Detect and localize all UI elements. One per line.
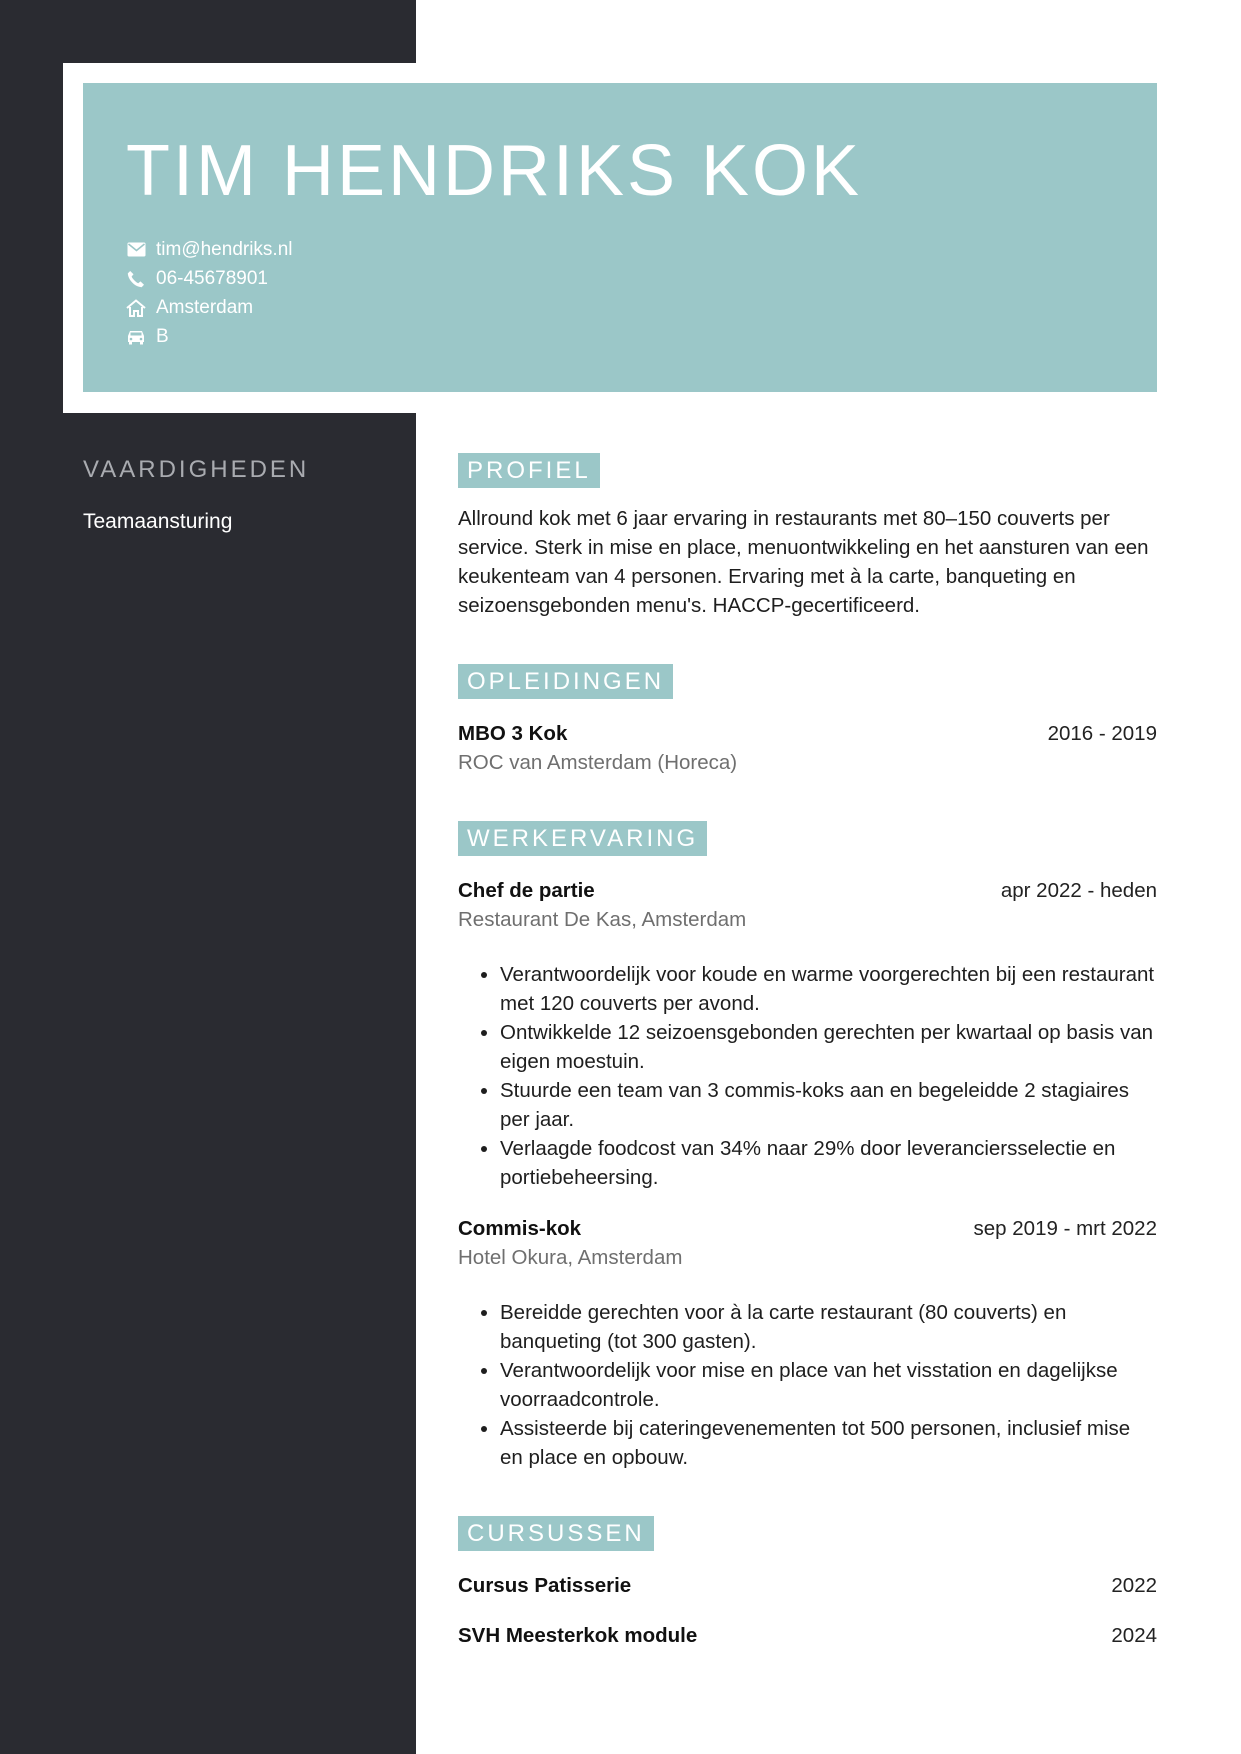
- contact-license-text: B: [156, 325, 169, 347]
- skills-title: VAARDIGHEDEN: [83, 456, 310, 483]
- contact-phone-text: 06-45678901: [156, 267, 268, 289]
- car-icon: [126, 327, 146, 347]
- profile-text: Allround kok met 6 jaar ervaring in restaurants met 80–150 couverts per service. Sterk in mise en place, menuontwikkeling en het aansturen van een keukenteam van 4 personen. Ervaring met à la carte, banqueting en seizoensgebonden menu's. HACCP-gecertificeerd.: [458, 507, 1149, 617]
- experience-title: WERKERVARING: [458, 821, 707, 856]
- bullet-item: • Ontwikkelde 12 seizoensgebonden gerechten per kwartaal op basis van eigen moestuin.: [500, 1018, 1157, 1076]
- contact-phone: [126, 264, 293, 293]
- contact-email-text: tim@hendriks.nl: [156, 238, 293, 260]
- bullet-item: • Verantwoordelijk voor mise en place van het visstation en dagelijkse voorraadcontrole.: [500, 1356, 1157, 1414]
- experience-entry-employer: Restaurant De Kas, Amsterdam: [458, 908, 747, 931]
- course-entry: [458, 1571, 1157, 1600]
- header: [83, 83, 1157, 392]
- experience-bullets: [458, 1298, 1157, 1472]
- courses-section: [458, 1516, 1157, 1650]
- education-entry-date: 2016 - 2019: [1047, 722, 1157, 745]
- experience-entry-title: Commis-kok: [458, 1217, 582, 1240]
- course-date: 2024: [1111, 1624, 1157, 1647]
- experience-entry-date: apr 2022 - heden: [1000, 879, 1157, 902]
- education-entry-title: MBO 3 Kok: [458, 722, 568, 745]
- education-entry: [458, 719, 1157, 777]
- contact-location-text: Amsterdam: [156, 296, 254, 318]
- experience-section: [458, 821, 1157, 1472]
- candidate-name: TIM HENDRIKS KOK: [126, 131, 863, 211]
- bullet-item: • Verlaagde foodcost van 34% naar 29% door leveranciersselectie en portiebeheersing.: [500, 1134, 1157, 1192]
- skills-section: [83, 453, 383, 537]
- contact-list: [126, 235, 293, 351]
- education-entry-school: ROC van Amsterdam (Horeca): [458, 751, 738, 774]
- education-title: OPLEIDINGEN: [458, 664, 673, 699]
- education-section: [458, 664, 1157, 777]
- phone-icon: [126, 269, 146, 289]
- bullet-item: • Bereidde gerechten voor à la carte restaurant (80 couverts) en banqueting (tot 300 gasten).: [500, 1298, 1157, 1356]
- experience-bullets: [458, 960, 1157, 1192]
- profile-title: PROFIEL: [458, 453, 600, 488]
- envelope-icon: [126, 240, 146, 260]
- skill-item: Teamaansturing: [83, 510, 233, 533]
- course-title: Cursus Patisserie: [458, 1574, 632, 1597]
- bullet-item: • Verantwoordelijk voor koude en warme voorgerechten bij een restaurant met 120 couverts per avond.: [500, 960, 1157, 1018]
- experience-entry: [458, 876, 1157, 1192]
- experience-entry-date: sep 2019 - mrt 2022: [973, 1217, 1157, 1240]
- course-date: 2022: [1111, 1574, 1157, 1597]
- bullet-item: • Stuurde een team van 3 commis-koks aan en begeleidde 2 stagiaires per jaar.: [500, 1076, 1157, 1134]
- main-content: [458, 453, 1157, 1650]
- experience-entry: [458, 1214, 1157, 1472]
- course-entry: [458, 1621, 1157, 1650]
- home-icon: [126, 298, 146, 318]
- course-title: SVH Meesterkok module: [458, 1624, 698, 1647]
- courses-title: CURSUSSEN: [458, 1516, 654, 1551]
- contact-location: [126, 293, 293, 322]
- profile-section: [458, 453, 1157, 620]
- experience-entry-employer: Hotel Okura, Amsterdam: [458, 1246, 683, 1269]
- contact-license: [126, 322, 293, 351]
- bullet-item: • Assisteerde bij cateringevenementen tot 500 personen, inclusief mise en place en opbouw.: [500, 1414, 1157, 1472]
- contact-email: [126, 235, 293, 264]
- experience-entry-title: Chef de partie: [458, 879, 595, 902]
